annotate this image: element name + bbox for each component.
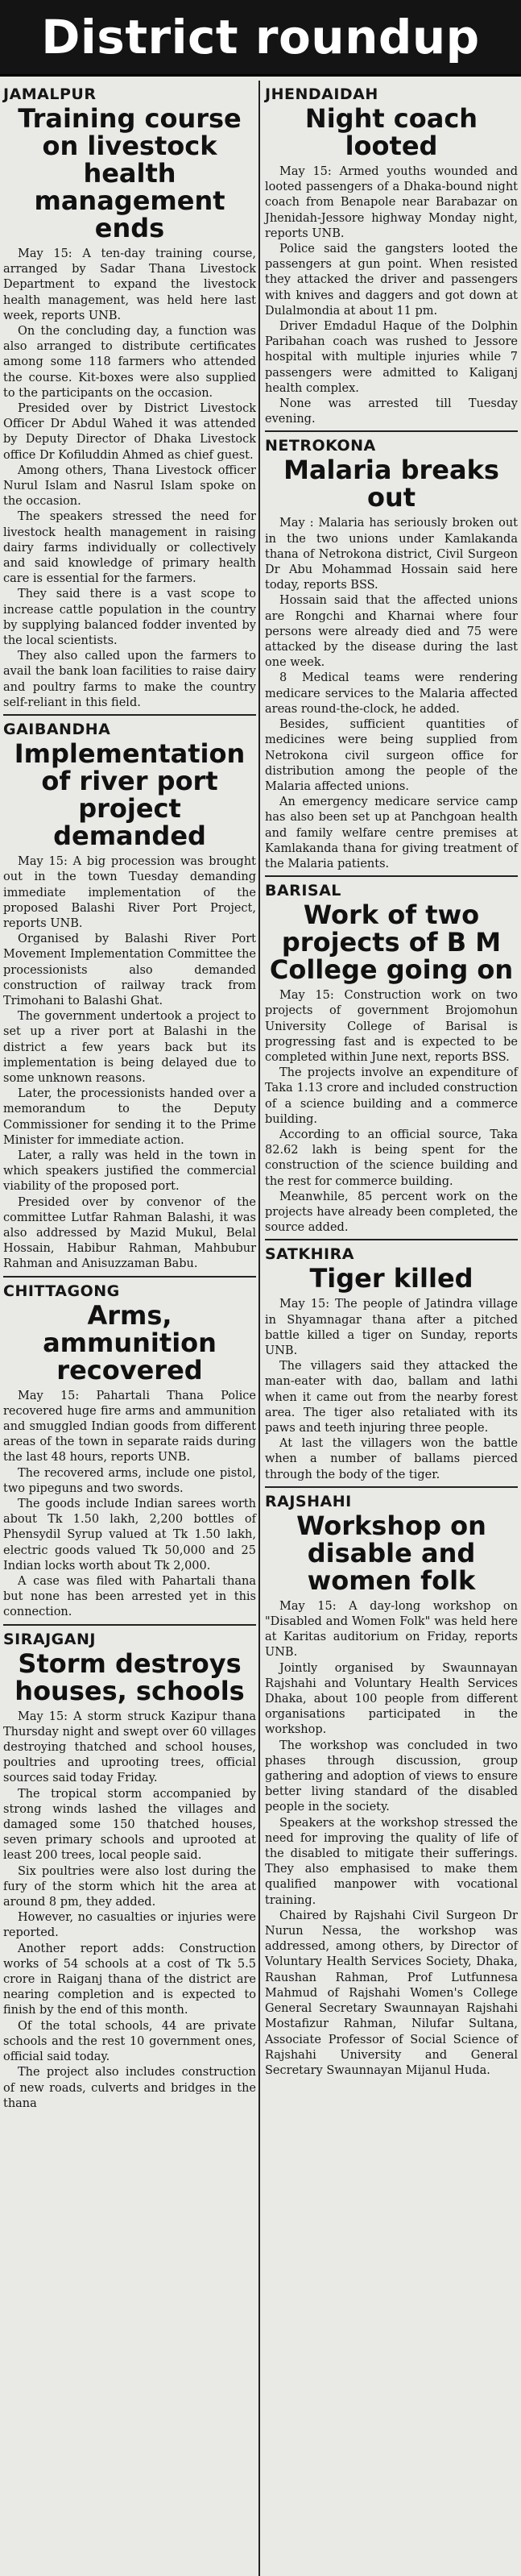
story-headline: Implementation of river port project demanded	[14, 738, 246, 852]
news-story	[265, 430, 518, 875]
story-paragraph: Six poultries were also lost during the fury of the storm which hit the area at around 8 pm, they added.	[3, 1864, 256, 1909]
story-body	[265, 164, 518, 427]
story-divider	[265, 1486, 518, 1488]
story-paragraph: Hossain said that the affected unions are Rongchi and Kharnai where four persons were already died and 75 were attacked by the disease during the last one week.	[265, 594, 518, 670]
story-paragraph: May : Malaria has seriously broken out in the two unions under Kamlakanda thana of Netrokona district, Civil Surgeon Dr Abu Mohammad Hossain said here today, reports BSS.	[265, 517, 518, 592]
news-story	[265, 1486, 518, 2082]
story-body	[265, 988, 518, 1236]
story-paragraph: On the concluding day, a function was also arranged to distribute certificates among some 118 farmers who attended the course. Kit-boxes were also supplied to the participants on the occasion.	[3, 325, 256, 400]
story-dateline: JHENDAIDAH	[265, 85, 378, 103]
story-body	[3, 1389, 256, 1621]
story-paragraph: May 15: Armed youths wounded and looted passengers of a Dhaka-bound night coach from Benapole near Barabazar on Jhenidah-Jessore highway Monday night, reports UNB.	[265, 165, 518, 240]
story-paragraph: Chaired by Rajshahi Civil Surgeon Dr Nurun Nessa, the workshop was addressed, among others, by Director of Voluntary Health Services Society, Dhaka, Raushan Rahman, Prof Lutfunnesa Mahmud of Rajshahi Women's College General Secretary Swaunnayan Rajshahi Mostafizur Rahman, Nilufar Sultana, Associate Professor of Social Science of Rajshahi University and General Secretary Swaunnayan Mijanul Huda.	[265, 1909, 518, 2077]
news-story	[265, 1239, 518, 1485]
story-paragraph: May 15: A ten-day training course, arranged by Sadar Thana Livestock Department to expand the livestock health management, was held here last week, reports UNB.	[3, 247, 256, 322]
story-paragraph: Police said the gangsters looted the passengers at gun point. When resisted they attacked the driver and passengers with knives and daggers and got down at Dulalmondia at about 11 pm.	[265, 243, 518, 318]
news-story	[3, 714, 256, 1275]
right-column	[265, 81, 518, 2082]
story-headline: Workshop on disable and women folk	[296, 1510, 486, 1596]
story-dateline: JAMALPUR	[3, 85, 97, 103]
story-headline: Work of two projects of B M College going on	[269, 900, 514, 986]
story-paragraph: The projects involve an expenditure of Taka 1.13 crore and included construction of a science building and a commerce building.	[265, 1066, 518, 1126]
story-paragraph: Presided over by District Livestock Officer Dr Abdul Wahed it was attended by Deputy Director of Dhaka Livestock office Dr Kofiluddin Ahmed as chief guest.	[3, 402, 256, 462]
story-body	[3, 854, 256, 1272]
story-paragraph: The government undertook a project to set up a river port at Balashi in the district a few years back but its implementation is being delayed due to some unknown reasons.	[3, 1010, 256, 1085]
story-dateline: SIRAJGANJ	[3, 1630, 96, 1648]
story-body	[265, 1297, 518, 1482]
story-paragraph: The project also includes construction of new roads, culverts and bridges in the thana	[3, 2066, 256, 2110]
story-paragraph: Driver Emdadul Haque of the Dolphin Paribahan coach was rushed to Jessore hospital with multiple injuries while 7 passengers were admitted to Kaliganj health complex.	[265, 320, 518, 395]
story-paragraph: They also called upon the farmers to avail the bank loan facilities to raise dairy and poultry farms to make the country self-reliant in this field.	[3, 650, 256, 709]
story-paragraph: Of the total schools, 44 are private schools and the rest 10 government ones, official said today.	[3, 2019, 256, 2064]
story-paragraph: Another report adds: Construction works of 54 schools at a cost of Tk 5.5 crore in Raiganj thana of the district are nearing completion and is expected to finish by the end of this month.	[3, 1942, 256, 2017]
story-headline: Arms, ammunition recovered	[43, 1299, 217, 1386]
story-paragraph: Organised by Balashi River Port Movement Implementation Committee the processionists also demanded construction of railway track from Trimohani to Balashi Ghat.	[3, 933, 256, 1008]
left-column	[3, 81, 256, 2115]
story-paragraph: According to an official source, Taka 82.62 lakh is being spent for the construction of the science building and the rest for commerce building.	[265, 1128, 518, 1188]
story-paragraph: May 15: A big procession was brought out in the town Tuesday demanding immediate implementation of the proposed Balashi River Port Project, reports UNB.	[3, 855, 256, 930]
story-paragraph: May 15: A day-long workshop on "Disabled and Women Folk" was held here at Karitas auditorium on Friday, reports UNB.	[265, 1599, 518, 1660]
news-story	[3, 1276, 256, 1624]
story-paragraph: May 15: Construction work on two projects of government Brojomohun University College of Barisal is progressing fast and is expected to be completed within June next, reports BSS.	[265, 989, 518, 1064]
page-banner: District roundup	[0, 0, 521, 74]
column-divider	[258, 81, 260, 2576]
story-headline: Malaria breaks out	[283, 455, 499, 513]
story-paragraph: Presided over by convenor of the committee Lutfar Rahman Balashi, it was also addressed by Mazid Mukul, Belal Hossain, Habibur Rahman, Mahbubur Rahman and Anisuzzaman Babu.	[3, 1195, 256, 1271]
story-dateline: CHITTAGONG	[3, 1282, 120, 1300]
story-paragraph: Speakers at the workshop stressed the need for improving the quality of life of the disabled to mitigate their sufferings. They also emphasised to make them qualified manpower with vocational training.	[265, 1816, 518, 1907]
story-paragraph: The recovered arms, include one pistol, two pipeguns and two swords.	[3, 1466, 256, 1495]
story-headline: Tiger killed	[309, 1263, 473, 1294]
story-paragraph: An emergency medicare service camp has also been set up at Panchgoan health and family welfare centre premises at Kamlakanda thana for giving treatment of the Malaria patients.	[265, 796, 518, 870]
story-paragraph: None was arrested till Tuesday evening.	[265, 397, 518, 426]
story-paragraph: Meanwhile, 85 percent work on the projects have already been completed, the source added.	[265, 1190, 518, 1235]
story-dateline: GAIBANDHA	[3, 721, 111, 739]
story-paragraph: Later, a rally was held in the town in which speakers justified the commercial viability of the proposed port.	[3, 1149, 256, 1194]
story-paragraph: Besides, sufficient quantities of medicines were being supplied from Netrokona civil surgeon office for distribution among the people of the Malaria affected unions.	[265, 718, 518, 793]
story-paragraph: The tropical storm accompanied by strong winds lashed the villages and damaged some 150 thatched houses, seven primary schools and uprooted at least 200 trees, local people said.	[3, 1787, 256, 1863]
story-divider	[3, 1624, 256, 1626]
story-divider	[3, 714, 256, 716]
story-headline: Training course on livestock health management ends	[18, 103, 242, 243]
story-dateline: NETROKONA	[265, 437, 376, 455]
story-paragraph: Among others, Thana Livestock officer Nurul Islam and Nasrul Islam spoke on the occasion.	[3, 463, 256, 509]
story-body	[265, 1599, 518, 2079]
story-body	[265, 516, 518, 872]
news-story	[3, 1624, 256, 2115]
story-paragraph: May 15: The people of Jatindra village in Shyamnagar thana after a pitched battle killed a tiger on Sunday, reports UNB.	[265, 1298, 518, 1357]
news-story	[265, 875, 518, 1239]
banner-rule	[0, 74, 521, 77]
story-divider	[265, 875, 518, 877]
story-paragraph: At last the villagers won the battle when a number of ballams pierced through the body of the tiger.	[265, 1437, 518, 1481]
story-headline: Storm destroys houses, schools	[14, 1647, 245, 1706]
story-paragraph: The workshop was concluded in two phases through discussion, group gathering and adoption of views to ensure better living standard of the disabled people in the society.	[265, 1739, 518, 1814]
story-paragraph: The goods include Indian sarees worth about Tk 1.50 lakh, 2,200 bottles of Phensydil Syrup valued at Tk 1.50 lakh, electric goods valued Tk 50,000 and 25 Indian locks worth about Tk 2,000.	[3, 1498, 256, 1573]
story-body	[3, 247, 256, 711]
story-paragraph: 8 Medical teams were rendering medicare services to the Malaria affected areas round-the-clock, he added.	[265, 671, 518, 716]
story-paragraph: A case was filed with Pahartali thana but none has been arrested yet in this connection.	[3, 1575, 256, 1619]
story-paragraph: May 15: A storm struck Kazipur thana Thursday night and swept over 60 villages destroying thatched and school houses, poultries and uprooting trees, official sources said today Friday.	[3, 1710, 256, 1785]
story-paragraph: However, no casualties or injuries were reported.	[3, 1911, 256, 1940]
story-paragraph: Later, the processionists handed over a memorandum to the Deputy Commissioner for sending it to the Prime Minister for immediate action.	[3, 1087, 256, 1147]
story-divider	[3, 1276, 256, 1278]
news-story	[3, 85, 256, 714]
story-dateline: BARISAL	[265, 882, 341, 900]
story-body	[3, 1710, 256, 2112]
story-dateline: RAJSHAHI	[265, 1492, 352, 1510]
story-divider	[265, 430, 518, 432]
story-paragraph: Jointly organised by Swaunnayan Rajshahi and Voluntary Health Services Dhaka, about 100 people from different organisations participated in the workshop.	[265, 1661, 518, 1737]
story-paragraph: The villagers said they attacked the man-eater with dao, ballam and lathi when it came out from the nearby forest area. The tiger also retaliated with its paws and teeth injuring three people.	[265, 1360, 518, 1435]
story-paragraph: May 15: Pahartali Thana Police recovered huge fire arms and ammunition and smuggled Indian goods from different areas of the town in separate raids during the last 48 hours, reports UNB.	[3, 1389, 256, 1465]
story-divider	[265, 1239, 518, 1240]
news-story	[265, 85, 518, 430]
story-dateline: SATKHIRA	[265, 1245, 354, 1264]
story-headline: Night coach looted	[304, 103, 478, 161]
story-paragraph: They said there is a vast scope to increase cattle population in the country by supplying balanced fodder invented by the local scientists.	[3, 588, 256, 648]
story-paragraph: The speakers stressed the need for livestock health management in raising dairy farms individually or collectively and said knowledge of primary health care is essential for the farmers.	[3, 510, 256, 586]
